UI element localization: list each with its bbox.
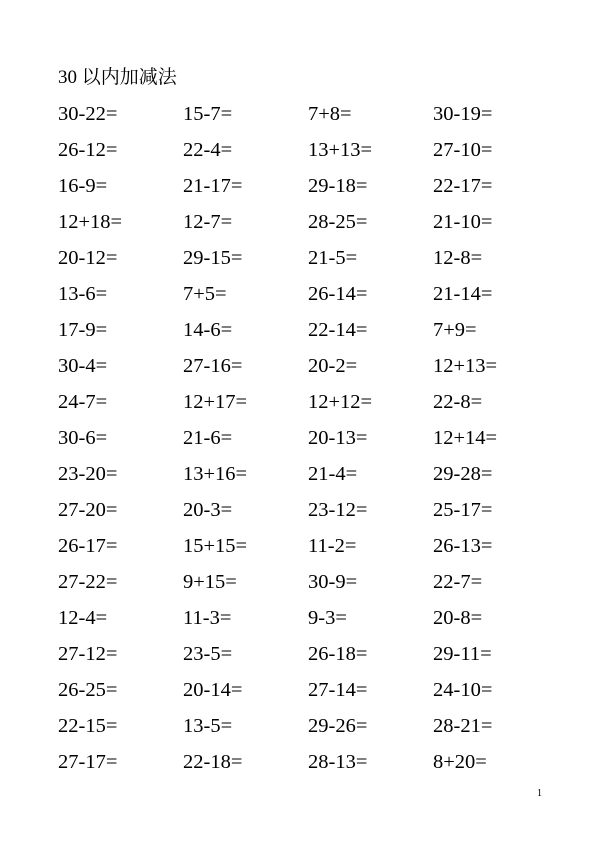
exercise-item: 28-21= <box>433 715 493 737</box>
exercise-item: 22-8= <box>433 391 483 413</box>
exercise-item: 21-4= <box>308 463 358 485</box>
exercise-item: 12-8= <box>433 247 483 269</box>
exercise-item: 15-7= <box>183 103 233 125</box>
exercise-item: 30-22= <box>58 103 118 125</box>
exercise-item: 29-11= <box>433 643 492 665</box>
exercise-grid <box>58 98 558 782</box>
exercise-item: 27-22= <box>58 571 118 593</box>
exercise-item: 21-10= <box>433 211 493 233</box>
exercise-item: 28-13= <box>308 751 368 773</box>
exercise-item: 20-12= <box>58 247 118 269</box>
exercise-item: 22-17= <box>433 175 493 197</box>
exercise-item: 7+5= <box>183 283 227 305</box>
exercise-item: 24-10= <box>433 679 493 701</box>
exercise-item: 30-9= <box>308 571 358 593</box>
exercise-item: 7+9= <box>433 319 477 341</box>
exercise-item: 21-17= <box>183 175 243 197</box>
exercise-item: 20-14= <box>183 679 243 701</box>
exercise-item: 26-18= <box>308 643 368 665</box>
exercise-item: 12+13= <box>433 355 498 377</box>
exercise-item: 21-14= <box>433 283 493 305</box>
exercise-item: 30-4= <box>58 355 108 377</box>
exercise-item: 12-4= <box>58 607 108 629</box>
exercise-item: 14-6= <box>183 319 233 341</box>
exercise-item: 12+18= <box>58 211 123 233</box>
exercise-item: 24-7= <box>58 391 108 413</box>
exercise-item: 23-20= <box>58 463 118 485</box>
exercise-item: 12+14= <box>433 427 498 449</box>
exercise-item: 27-14= <box>308 679 368 701</box>
page-number: 1 <box>537 788 542 799</box>
exercise-item: 27-20= <box>58 499 118 521</box>
exercise-item: 26-14= <box>308 283 368 305</box>
exercise-item: 29-18= <box>308 175 368 197</box>
exercise-item: 12+12= <box>308 391 373 413</box>
exercise-item: 27-10= <box>433 139 493 161</box>
exercise-item: 23-5= <box>183 643 233 665</box>
exercise-item: 27-17= <box>58 751 118 773</box>
exercise-item: 16-9= <box>58 175 108 197</box>
exercise-item: 22-7= <box>433 571 483 593</box>
exercise-item: 26-17= <box>58 535 118 557</box>
exercise-item: 12+17= <box>183 391 248 413</box>
exercise-item: 23-12= <box>308 499 368 521</box>
exercise-item: 26-12= <box>58 139 118 161</box>
exercise-item: 20-2= <box>308 355 358 377</box>
exercise-item: 20-3= <box>183 499 233 521</box>
exercise-item: 30-19= <box>433 103 493 125</box>
exercise-item: 15+15= <box>183 535 248 557</box>
exercise-item: 20-13= <box>308 427 368 449</box>
exercise-item: 17-9= <box>58 319 108 341</box>
exercise-item: 9+15= <box>183 571 237 593</box>
exercise-item: 29-15= <box>183 247 243 269</box>
exercise-item: 13+13= <box>308 139 373 161</box>
page-title: 30 以内加减法 <box>58 67 177 88</box>
exercise-item: 13-6= <box>58 283 108 305</box>
exercise-item: 27-12= <box>58 643 118 665</box>
exercise-item: 22-15= <box>58 715 118 737</box>
exercise-item: 29-28= <box>433 463 493 485</box>
exercise-item: 21-6= <box>183 427 233 449</box>
exercise-item: 22-4= <box>183 139 233 161</box>
exercise-item: 13-5= <box>183 715 233 737</box>
exercise-item: 21-5= <box>308 247 358 269</box>
exercise-item: 26-13= <box>433 535 493 557</box>
exercise-item: 25-17= <box>433 499 493 521</box>
exercise-item: 22-14= <box>308 319 368 341</box>
exercise-item: 8+20= <box>433 751 487 773</box>
exercise-item: 30-6= <box>58 427 108 449</box>
exercise-item: 27-16= <box>183 355 243 377</box>
exercise-item: 9-3= <box>308 607 347 629</box>
exercise-item: 11-3= <box>183 607 232 629</box>
exercise-item: 22-18= <box>183 751 243 773</box>
exercise-item: 20-8= <box>433 607 483 629</box>
exercise-item: 13+16= <box>183 463 248 485</box>
exercise-item: 28-25= <box>308 211 368 233</box>
exercise-item: 7+8= <box>308 103 352 125</box>
exercise-item: 11-2= <box>308 535 357 557</box>
exercise-item: 29-26= <box>308 715 368 737</box>
exercise-item: 12-7= <box>183 211 233 233</box>
exercise-item: 26-25= <box>58 679 118 701</box>
